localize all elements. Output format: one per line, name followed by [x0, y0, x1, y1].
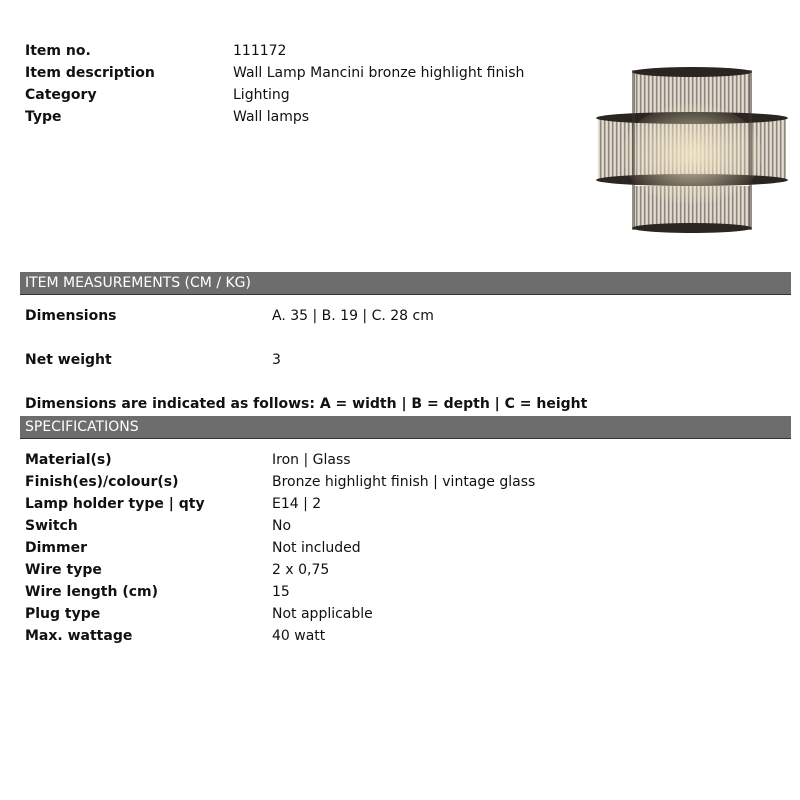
spec-label: Wire type: [25, 562, 102, 578]
measurements-section-header: ITEM MEASUREMENTS (CM / KG): [20, 272, 791, 294]
specifications-divider: [20, 438, 791, 439]
spec-value: E14 | 2: [272, 496, 322, 512]
item-description-value: Wall Lamp Mancini bronze highlight finish: [233, 65, 525, 81]
spec-value: Not applicable: [272, 606, 373, 622]
spec-value: 40 watt: [272, 628, 326, 644]
spec-label: Finish(es)/colour(s): [25, 474, 179, 490]
spec-value: 15: [272, 584, 290, 600]
wall-lamp-image: [592, 62, 792, 237]
category-label: Category: [25, 87, 97, 103]
spec-label: Lamp holder type | qty: [25, 496, 205, 512]
spec-value: Not included: [272, 540, 361, 556]
dimensions-note: Dimensions are indicated as follows: A = width | B = depth | C = height: [25, 396, 588, 412]
spec-value: 2 x 0,75: [272, 562, 330, 578]
spec-label: Max. wattage: [25, 628, 133, 644]
spec-value: No: [272, 518, 292, 534]
spec-value: Bronze highlight finish | vintage glass: [272, 474, 536, 490]
net-weight-label: Net weight: [25, 352, 112, 368]
spec-label: Plug type: [25, 606, 101, 622]
specifications-section-header: SPECIFICATIONS: [20, 416, 791, 438]
spec-label: Material(s): [25, 452, 112, 468]
net-weight-value: 3: [272, 352, 281, 368]
spec-label: Dimmer: [25, 540, 87, 556]
item-no-label: Item no.: [25, 43, 91, 59]
measurements-divider: [20, 294, 791, 295]
spec-label: Wire length (cm): [25, 584, 159, 600]
dimensions-value: A. 35 | B. 19 | C. 28 cm: [272, 308, 434, 324]
type-value: Wall lamps: [233, 109, 310, 125]
category-value: Lighting: [233, 87, 290, 103]
item-description-label: Item description: [25, 65, 155, 81]
item-no-value: 111172: [233, 43, 287, 59]
dimensions-label: Dimensions: [25, 308, 117, 324]
type-label: Type: [25, 109, 62, 125]
spec-value: Iron | Glass: [272, 452, 351, 468]
spec-label: Switch: [25, 518, 78, 534]
